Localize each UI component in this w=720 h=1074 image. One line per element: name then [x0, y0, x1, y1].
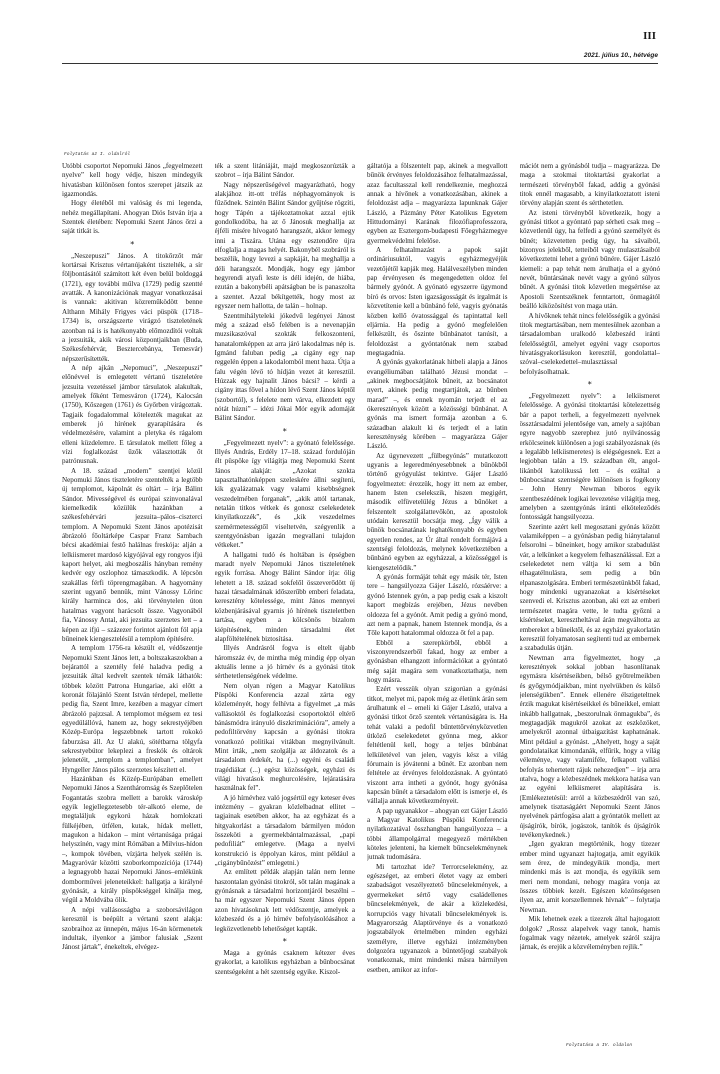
- article-paragraph: „Fegyelmezett nyelv”: a lelkiismeret felelőssége. A gyónási titoktartási kötelezettség bár a papot terheli, a fegyelmezett nyelvnek össztársadalmi jelentősége van, amely a sajtóban egyre nagyobb szerephez jutó nyilvánosság erkölcseinek különösen a jogi szabályozásnak (és a legalább lelkiismeretes) is elégségesnek. Ezt a legjobban talán a 19. században élt, angollikánból katolikussá lett – és ezáltal a bűnbocsánat szentségére különösen is fogékony – John Henry Newman bíboros egyik szentbeszédének logikai levezetése világítja meg, amelyben a szentgyónás iránti elkötelezõdés fontosságát hangsúlyozza.: [519, 391, 660, 522]
- article-paragraph: ték a szent litániáját, majd megkoszorúzták a szobrot – írja Bálint Sándor.: [214, 162, 355, 180]
- column-2-block-1: [215, 162, 356, 424]
- article-paragraph: Az úgynevezett „fülbegyónás” mutatkozott ugyanis a legeredményesebbnek a bűnökből történő gyógyulást tekintve. Gájer László fogyelmeztet: érezzük, hogy itt nem az ember, hanem Isten cselekszik, hiszen megigért, második elfüvetelülég Jézus a bűnöket a felszentelt szolgálattevőkön, az apostolok utódain keresztül bocsátja meg. „Így válik a bűnök bocsánatának leghatékonyabb és egyben egyetlen rendes, az Úr által rendelt formájává a szentségi feloldozás, melynek következtében a bűnbánó egyben az egyházzal, a közösséggel is kiengesztelődik.”: [367, 451, 508, 572]
- column-2-block-2: [215, 439, 356, 934]
- article-column-1: [62, 162, 203, 1040]
- article-paragraph: A hallgatni tudó és holtában is épségben maradt nyelv Nepomuki János tiszteletének egyik forrása. Ahogy Bálint Sándor írja: ölig lehetett a 18. század sokfelől összeverődött új hazai társadalmának időszerűbb emberi feladata, keresztény kötelessége, mint János mennyei közbenjárásával gyarnis jó hírének tisztelettben tartása, egyben a kölcsönös bizalom kiépítésének, minden társadalmi élet alapföltételének biztosítása.: [214, 550, 355, 643]
- section-separator: *: [282, 936, 287, 946]
- article-paragraph: Ezért vesszük olyan szigorúan a gyónási titkot, melyet mi, papok még az életünk árán sem árulhatunk el – emeli ki Gájer László, utalva a gyónási titkot őrző szentek vértanúságára is. Ha tehát valaki a pedofil bűntettőrvényközvetlen ütköző cselekedetet gyónna meg, akkor feltétlenül kell, hogy a teljes bűnbánat lelkületével van jelen, vagyis kész a világ fórumain is jóvátenni a bűnét. Ez azonban nem feltétele az érvényes feloldozásnak. A gyóntató viszont arra intheti a gyónót, hogy gyónása kapcsán bűnét a társadalom előtt is ismerje el, és vállalja annak következményeit.: [367, 685, 508, 806]
- column-1-block-2: [62, 252, 203, 953]
- article-paragraph: „Igen gyakran megtörténik, hogy tizezer ember mind ugyanazt hajtogatja, amit egyikük sem érez, de mindegyikük mondja, mert mindenki más is azt mondja, és egyikük sem meri nem mondani, nehogy magára vonja az összes többiek kezét. Egészen közönségesen ilyen az, amit korszellemnek hívnak” – folytatja Newman.: [519, 840, 660, 914]
- issue-date: 2021. július 10., hétvége: [583, 52, 658, 59]
- column-3-block-1: [367, 162, 508, 975]
- article-body: [62, 162, 660, 1040]
- column-4-block-2: [520, 392, 661, 953]
- article-paragraph: A felhatalmazást a papok saját ordináriusuktól, vagyis egyházmegyéjük vezetőjétől kapják meg. Halálveszélyben minden pap érvényesen és megengedetten oldoz fel bármely gyónót. A gyónató egyszerre ügymond bíró és orvos: Isten igazságosságát és irgalmát is közvetítenie kell a bűnbánó felé, vagyis gyónatás közben kellő óvatossággal és tapintattal kell eljárnia. Ha pedig a gyónó megfelelően felkészült, és őszinte bűnbánatot tanúsít, a feloldozást a gyóntatónak nem szabad megtagadnia.: [367, 246, 508, 357]
- article-paragraph: Utóbbi csoportot Nepomuki János „fegyelmezett nyelve” kell hogy védje, hiszen mindegyik hivatásban különösen fontos szerepet játszik az igazmondás.: [62, 162, 203, 199]
- article-paragraph: „Neszepuszi” János. A titokőrzőt már kortársai Krisztus vértanújaként tisztelték, a sír följbontásától számított két éven belül boldoggá (1721), egy további műlva (1729) pedig szentté avatták. A kanonizációnak magyar vonatkozásai is vannak: akitivan közreműködött benne Althann Mihály Frigyes váci püspök (1718–1734) is, országszerte virágzó tiszteletének azonban ná is is hatékonyabb előmozdítói voltak a jezsuiták, akik városi központjaikban (Buda, Székesfehérvár, Besztercebánya, Temesvár) népszerűsítették.: [62, 251, 203, 363]
- article-paragraph: Az említett példák alapján talán nem lenne haszontalan gyónási titokról, sőt talán magának a gyónásnak a társadalmi horizontjáról beszélni – ha már egyszer Nepomuki Szent János éppen azon hivatásoknak lett védőszentje, amelyek a közbeszéd és a jó hírnév befolyásolóásához a legközvetlenebb lehetőséget kapták.: [214, 868, 355, 933]
- page-number: III: [643, 30, 656, 42]
- article-paragraph: A jó hírnévhez való jogsértül egy keteser éves intézmény – gyakran közlelbadnat ellitet – tagjainak esetében akkor, ha az egyházat és a hitgyakorlást a társadalom bármilyen módon összeköti a gyermekbántalmazással, „papi pedofiliát” emlegetve. (Maga a nyelvi konstrukció is éppolyan káros, mint például a „cigánybűnözést” emlegetni.): [214, 793, 355, 868]
- article-paragraph: Newman arra figyelmeztet, hogy „a keresztények sokkal jobban hasonlítanak egymásra kísértéseikben, bélső győtrelmeikben és győgymódjaikban, mint nyelvükben és külső jelenségükben”. Ennek ellenére élszigeteltnek érzik magukat kísértéseikkel és bűneikkel, emiatt inkább hallgatnak, „beszorulnak önmagukba”, és megtagadják magukról azokat az eszközöket, amelyekről azonnal útbaigazítást kaphatnának. Mint például a gyónást. „Ahelyett, hogy a saját gondolataikat kimondanák, elfűrik, hogy a világ véleménye, vagy valamiféle, felkapott vallási befolyás tehertetett rájuk nehezedjen” – írja arra utalva, hogy a közbeszédnek mekkora hatása van az egyéni lelkiismeret alapítására is. (Emlékeztetésül: arról a közbeszédről van szó, amelynek tisztaságáért Nepomuki Szent János nyelvének pártfogása alatt a gyóntatók mellett az újságírók, bírók, jogászok, tanítók és újságírók tevékenykednek.): [519, 653, 660, 840]
- article-paragraph: Szerinte azért kell megosztani gyónás között valamiképpen – a gyónásban pedig hiánytalanul felsorolni – bűneinket, hogy amikor szabadulást vár, a lelkünket a kegyelem felhasználással. Ezt a cselekedetet nem váltja ki sem a bűn elhagatélnulásra, sem pedig a bűn elpanaszolgására. Emberi természetünkből fakad, hogy mindenki ugyanazokat a kísértéseket szenvedi el. Krisztus azonban, aki ezt az emberi természetet magára vette, le tudta győzni a kísértéseket, keresztheltával árán megváltotta az embereket a bűneiktől, és az egyházi gyakorlatán keresztül folyamatosan segítenti tud az embernek a szabadulás útján.: [519, 522, 660, 653]
- article-paragraph: A népi vallásosságba a szoborsávilágon keresztül is beépült a vértanú szent alakja: szobraihoz az ünnepén, május 16-án körmenetek indultak, ilyenkor a jámbor falusiak „Szent Jánost jártak”, énekeltek, elvégez-: [62, 905, 203, 952]
- section-separator: *: [130, 239, 135, 249]
- article-paragraph: A nép ajkán „Nepomuci”, „Neszepuszi” előnévvel is emlegetett vértanú tiszteletére jezsuita vezetéssel jámbor társulatok alakultak, amelyek főként Temesváron (1724), Kalocsán (1750), Kőszegen (1761) és Győrben virágoztak. Tagjaik fogadalommal kötelezték magukat az emberek jó hírének gyarapítására és védelmezésére, valamint a pletyka és rágalom elleni küzdelemre. E társulatok mellett főleg a vízi foglalkozást űzők választották őt patrónusnak.: [62, 363, 203, 466]
- article-paragraph: „Fegyelmezett nyelv”: a gyónató felelőssége. Illyés András, Erdély 17–18. század fordulóján élt püspöke így világítja meg Nepomuki Szent János alakját: „Azokat szokta tapasztalhatónképpen szeleskére állni segíteni, kik gyalázatnak vagy valami kisebbségnek veszedelmében forganak”, „akik attól tartanak, netalán titkos vétkek és gonosz cselekedetek kinyilatkozzék”, és „kik veszedelmes szemérmetességtől viseltetvén, szégyenlik a szentgyónásban igazán megvallani tulajdon vétkeket.”: [214, 438, 355, 550]
- column-4-block-1: [520, 162, 661, 377]
- article-paragraph: Illyés Andrásról fogva is eltelt újabb háromszáz év, de mintha még mindig épp olyan aktuális lenne a jó hírnév és a gyónási titok sérthetetlenségének védelme.: [214, 644, 355, 681]
- article-paragraph: Maga a gyónás csaknem kétezer éves gyakorlat, a katolikus egyházban a bűnbocsánat szentségeként a hét szentség egyike. Kiszol-: [214, 948, 355, 976]
- article-paragraph: A 18. század „modern” szentjei közül Nepomuki János tiszteletére szentelték a legtöbb új templomot, kápolnát és oltárt – írja Bálint Sándor. Mivességével és európai szinvonalával kiemelkedik közülük hazánkban a székesfehérvári jezsuita–pálos–ciszterci templom. A Nepomuki Szent János apotézisát ábrázoló főoltárképe Caspar Franz Sambach bécsi akadémiai festő halálnas freskója: alján a lelkiismeret mardosó kígyójával egy rongyos ifjú kaport helyet, aki megboszális hányban remény kedvér egy oszlophoz támaszkodik. A lépcsön szakállas férfi töprengmagában. A hagyomány szerint ugyanő bennük, mint Vánossy Lőrinc király harminca dos, aki törvénytelen úton hatalmas vagyont harácsolt össze. Vagyonából fia, Vánossy Antal, aki jezsuita szerzetes lett – a képen az ifjú – százezer forintot ajánlott föl apja bűneinek kiengesztelésül a templom építésére.: [62, 466, 203, 643]
- header-divider: [62, 63, 658, 64]
- article-column-3: [367, 162, 508, 1040]
- article-paragraph: Hazánkban és Közép-Európában emellett Nepomuki János a Szentháromság és Szeplőtelen Fogantatás szobra mellett a barokk városkép egyik legjellegzetesebb tér-alkotó eleme, de megtaláljuk egykorú házak homlokzati fülkéjében, útfélen, kutak, hídak mellett, magukon a hidakon – mint vértanúsága prágai helyszínén, vagy mint Rómában a Milvius-hídon –, kompok tövében, vízjárta helyek szélén is. Magyaróvár közötti szoborkompozíciója (1744) a legnagyobb hazai Nepomuki János–emlékünk domborművei jeleneteikkel: hallgatja a királyné gyónását, a király püspökséggel kínálja meg, végül a Moldvába ölik.: [62, 775, 203, 905]
- article-paragraph: A gyónás formáját tehát egy másik tér, Isten tere – hangsúlyozza Gájer László, rózsáérve: a gyónó Istennek gyón, a pap pedig csak a kiszolt kaport megbízás erejében, Jézus nevében oldozza fel a gyónót. Amit pedig a gyónó mond, azt nem a papnak, hanem Istennek mondja, és a Tőle kapott hatalommal oldozza őt fel a pap.: [367, 573, 508, 638]
- article-paragraph: A templom 1756-ra készült el, védőszentje Nepomuki Szent János lett, a boltszakaszokban a bejárattól a szentély felé haladva pedig a jezsuiták által kedvelt szentek témák láthatók: többek között Patrona Hungariae, aki előtt a koronát fölajánló Szent István térdepel, mellette pedig fia, Szent Imre, kezében a magyar címert ábrázoló pajzzsal. A templomot mégsem ez tesi egyedülállóvá, hanem az, hogy sekrestyéjében Közép-Európa legszebbnek tartott rokokó faburzása áll. Az U alakú, sötétbarna tölgyfa sekrestyebútor lekeplezi a freskók és oltárok jelenetéit, „templom a templomban”, amelyet Hyngeller János pálos szerzetes készített el.: [62, 644, 203, 774]
- article-paragraph: gáltatója a fölszentelt pap, akinek a megvallott bűnök érvényes feloldozásához felhatalmazással, azaz facultasszal kell rendelkeznie, meghozzá annak a hívőnek a vonatkozásában, akinek a feloldozást adja – magyarázza lapunknak Gájer László, a Pázmány Péter Katolikus Egyetem Hittudományi Karának filozófiaprofesszora, egyben az Esztergom-budapesti Főegyházmegye gyermekvédelmi felelőse.: [367, 162, 508, 245]
- continued-to-note: Folytatása a IV. oldalon: [566, 1043, 633, 1048]
- article-paragraph: A pap ugyanakkor – ahogyan ezt Gájer László a Magyar Katolikus Püspöki Konferencia nyilatkozatával összhangban hangsúlyozza – a többi állampolgárral megegyező mértékben köteles jelenteni, ha kiemelt bűncselekménynek jutnak tudomására.: [367, 806, 508, 862]
- article-paragraph: Mi tartozhat ide? Terrorcselekmény, az egészséget, az emberi életet vagy az emberi szabadságot veszélyeztető bűncselekmények, a gyermekeket sértő vagy családellenes bűncselekmények, de akár a közlekedési, korrupciós vagy hivatali bűncselekmények is. Magyarország Alaptörvénye és a vonatkozó jogszabályok értelmében minden egyházi személyre, illetve egyházi intézményben dolgozóra ugyanazok a büntetőjogi szabályok vonatkoznak, mint mindenki másra bármilyen esetben, amikor az infor-: [367, 862, 508, 974]
- column-1-block-1: [62, 162, 203, 237]
- article-paragraph: A gyónás gyakorlatának hitbeli alapja a János evangéliumában található Jézusi mondat – „akinek megbocsátjátok bűneit, az bocsánatot nyert, akinek pedig megtartjátok, az bűnben marad” –, és ennek nyomán terjedt el az ókeresztények között a közösségi bűnbánat. A gyónás ma ismert formája azonban a 6. században alakult ki és terjedt el a latin kereszténység körében – magyarázza Gájer László.: [367, 358, 508, 451]
- article-paragraph: Hogy életéből mi valóság és mi legenda, nehéz megállapítani. Ahogyan Diós István írja a Szentek életében: Nepomuki Szent János őrzi a saját titkát is.: [62, 199, 203, 236]
- article-column-2: [215, 162, 356, 1040]
- article-paragraph: Nem olyan régen a Magyar Katolikus Püspöki Konferencia azzal zárta egy közleményét, hogy felhívta a figyelmet „a más vallásoktól és foglalkozási csoportoktól eltérő bánásmódra irányuló diszkriminációra”, amely a pedofiltörvény kapcsán a gyónási titokra vonatkozó politikai vitákban megnyilvánult. Mint írták, „nem szolgálja az áldozatok és a társadalom érdekét, ha (...) egyéni és családi tragédiákat (...) egész közösségek, egyházi és világi hivatások meghurcolésére, lejáratására használnak fel”.: [214, 681, 355, 793]
- section-separator: *: [587, 379, 592, 389]
- article-paragraph: Mik lehetnek ezek a tizezrek által hajtogatott dolgok? „Rossz alapelvek vagy tanok, hamis fogalmak vagy nézetek, amelyek száról szájra járnak, és erejük a közvéleményben rejlik.”: [519, 915, 660, 952]
- article-paragraph: Ebből a szerepkörből, ebből a viszonyrendszerből fakad, hogy az ember a gyónásban elhangzott információkat a gyóntató még saját magára sem vonatkoztathatja, nem hogy másra.: [367, 638, 508, 684]
- article-column-4: [520, 162, 661, 1040]
- article-paragraph: mációt nem a gyónásból tudja – magyarázza. De maga a szokmai titoktartási gyakorlat a természeti törvényből fakad, addig a gyónási titok ennél magasabb, a kinyilatkoztatott isteni törvény alapján szent és sérthetetlen.: [519, 162, 660, 208]
- article-paragraph: Szentmihályteleki jókedvű legényei Jánost még a század első felében is a nevenapján muzsikaszóval szokták felkoszontení, hanatalomképpen az arra járó lakodalmas nép is. Igmánd faluban pedig „a cigány egy nap reggelén éppen a lakodalomból ment haza. Útja a falu végén lévő tó hídján vezet át keresztül. Húzzak egy hajnalit János bácsi? – kérdi a cigány ittas fővel a hídon lévő Szent János képtől (szobortól), s felelete nem várva, elkezdett egy nótát húzni” – idézi Jókai Mór egyik adomáját Bálint Sándor.: [214, 311, 355, 423]
- article-paragraph: A hívőknek tehát nincs felelősségük a gyónási titok megtartásában, nem mentesülnek azonban a társadalomban uralkodó közbeszéd iránti felelősségtől, amelyet egyéni vagy csoportos hivatásgyakorlásukon keresztül, gondolattal–szóval–cselekedettel–mulasztással befolyásolhatnak.: [519, 311, 660, 376]
- continued-from-note: Folytatás az I. oldalról: [64, 152, 131, 157]
- section-separator: *: [282, 426, 287, 436]
- article-paragraph: Nagy népszerűségével magyarázható, hogy alakjához itt-ott tréfás néphagyományok is fűződnek. Szintén Bálint Sándor gyűjtése rögzíti, hogy Tápén a tájékoztatnokat azzal ejtik gondolkodóba, ha az ő Jánosuk meghallja az éjféli misére hívogató harangszót, akkor lemegy inni a Tiszára. Utána egy esztendőre újra elfoglalja a magas helyét. Bakonybél szobráról is beszélik, hogy levezi a sapkáját, ha meghallja a déli harangszót. Mondják, hogy egy jámbor hegyrendi atyafi leste is déli idején, de hiába, ezután a bakonybéli apátságban be is panaszolta a szentet. Azzal békítgették, hogy most az egyszer nem hallotta, de talán – holnap.: [214, 180, 355, 311]
- column-2-block-3: [215, 949, 356, 977]
- article-paragraph: Az isteni törvényből következik, hogy a gyónási titkot a gyóntató pap sérheti csak meg – közvetlenül úgy, ha felfedi a gyónó személyét és bűnét; közvetetten pedig úgy, ha sávaiból, bizonyos jelekből, tetteiből vagy mulasztásaiból következtetni lehet a gyónó bűnére. Gájer László kiemeli: a pap tehát nem árulhatja el a gyónó nevét, bűntársának nevét vagy a gyónó súlyos bűnét. A gyónási titok közvetlen megsértése az Apostoli Szentszéknek fenntartott, önmagától beálló kiközösítést von maga után.: [519, 208, 660, 311]
